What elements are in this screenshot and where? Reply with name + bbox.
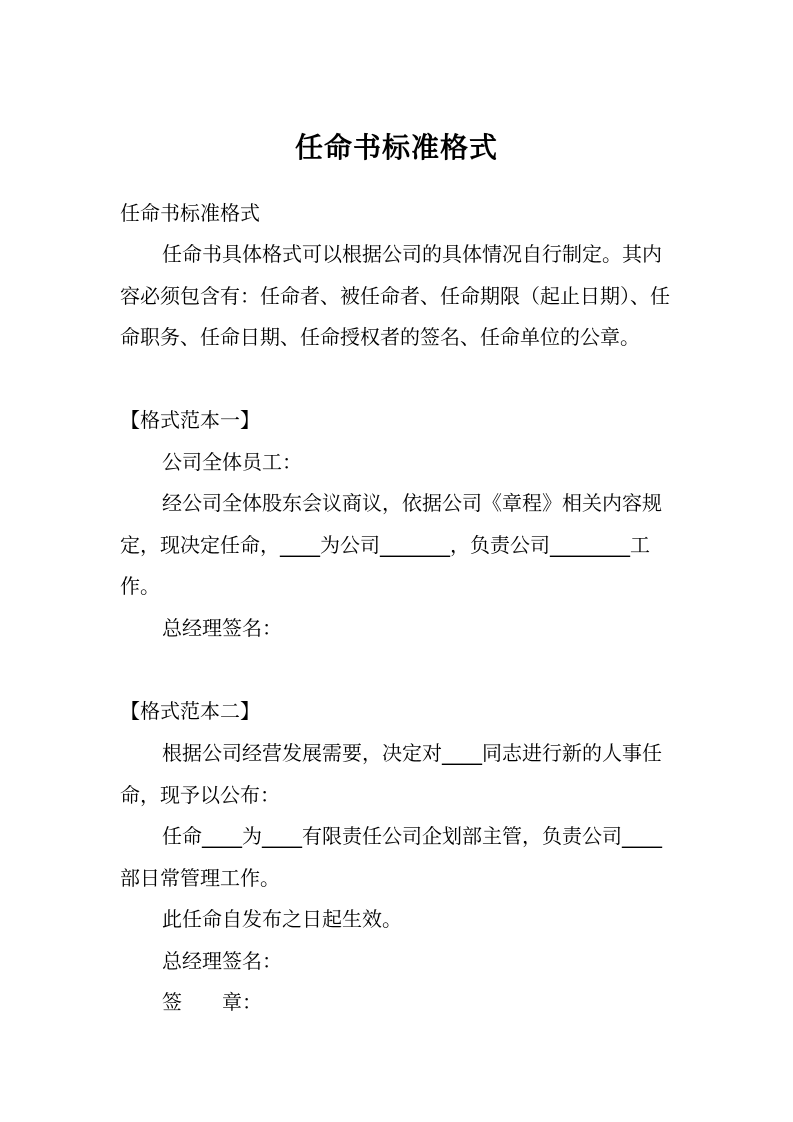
sample2-body1: 根据公司经营发展需要，决定对____同志进行新的人事任命，现予以公布：	[120, 741, 662, 807]
document-title: 任命书标准格式	[294, 131, 498, 164]
sample1-salutation: 公司全体员工：	[162, 450, 302, 474]
document-subtitle: 任命书标准格式	[120, 201, 260, 225]
sample2-seal: 签 章：	[162, 990, 262, 1014]
sample1-body: 经公司全体股东会议商议，依据公司《章程》相关内容规定，现决定任命，____为公司_______，负责公司________工作。	[120, 491, 662, 598]
sample1-signature: 总经理签名：	[162, 616, 282, 640]
sample2-signature: 总经理签名：	[162, 949, 282, 973]
intro-paragraph: 任命书具体格式可以根据公司的具体情况自行制定。其内容必须包含有：任命者、被任命者、任命期限（起止日期）、任命职务、任命日期、任命授权者的签名、任命单位的公章。	[120, 242, 670, 349]
sample2-heading: 【格式范本二】	[120, 699, 260, 723]
sample2-effective: 此任命自发布之日起生效。	[162, 907, 402, 931]
sample2-body2: 任命____为____有限责任公司企划部主管，负责公司____部日常管理工作。	[120, 824, 662, 890]
sample1-heading: 【格式范本一】	[120, 408, 260, 432]
